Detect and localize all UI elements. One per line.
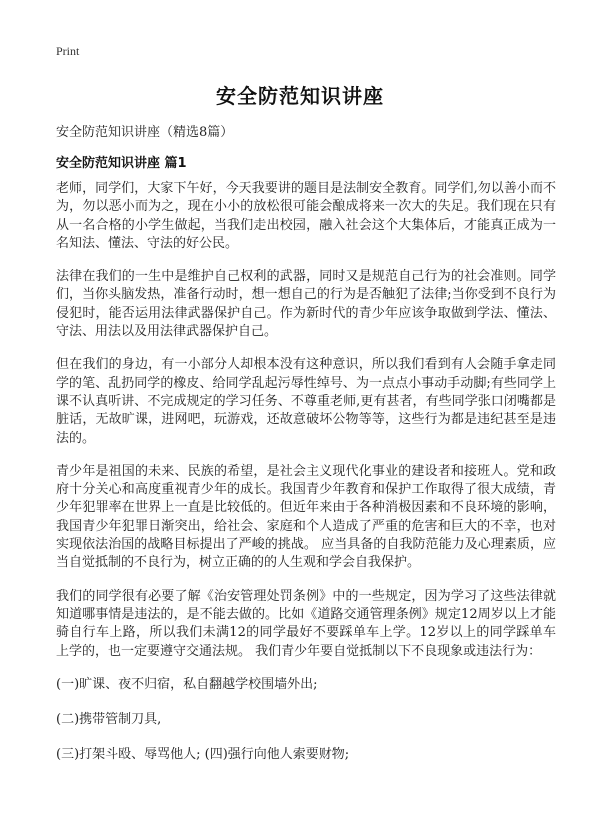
- document-subtitle: 安全防范知识讲座（精选8篇）: [56, 125, 234, 140]
- list-item: (二)携带管制刀具,: [56, 712, 162, 728]
- paragraph: 青少年是祖国的未来、民族的希望，是社会主义现代化事业的建设者和接班人。党和政府十分关心和高度重视青少年的成长。我国青少年教育和保护工作取得了很大成绩，青少年犯罪率在世界上一直是比较低的。但近年来由于各种消极因素和不良环境的影响，我国青少年犯罪日渐突出，给社会、家庭和个人造成了严重的危害和巨大的不幸，也对实现依法治国的战略目标提出了严峻的挑战。 应当具备的自我防范能力及心理素质，应当自觉抵制的不良行为，树立正确的的人生观和学会自我保护。: [56, 463, 556, 571]
- paragraph: 但在我们的身边，有一小部分人却根本没有这种意识，所以我们看到有人会随手拿走同学的笔、乱扔同学的橡皮、给同学乱起污辱性绰号、为一点点小事动手动脚;有些同学上课不认真听讲、不完成规定的学习任务、不尊重老师,更有甚者，有些同学张口闭嘴都是脏话，无故旷课，进网吧，玩游戏，还故意破坏公物等等，这些行为都是违纪甚至是违法的。: [56, 357, 556, 446]
- print-link[interactable]: Print: [56, 44, 80, 58]
- list-item: (一)旷课、夜不归宿，私自翻越学校围墙外出;: [56, 676, 318, 692]
- article-body: [56, 180, 556, 782]
- list-item: (三)打架斗殴、辱骂他人; (四)强行向他人索要财物;: [56, 747, 350, 763]
- section-heading: 安全防范知识讲座 篇1: [56, 156, 187, 171]
- paragraph: 法律在我们的一生中是维护自己权利的武器，同时又是规范自己行为的社会准则。同学们，当你头脑发热，准备行动时，想一想自己的行为是否触犯了法律;当你受到不良行为侵犯时，能否运用法律武器保护自己。作为新时代的青少年应该争取做到学法、懂法、守法、用法以及用法律武器保护自己。: [56, 269, 556, 340]
- page-title: 安全防范知识讲座: [216, 84, 384, 108]
- paragraph: 我们的同学很有必要了解《治安管理处罚条例》中的一些规定，因为学习了这些法律就知道哪事情是违法的，是不能去做的。比如《道路交通管理条例》规定12周岁以上才能骑自行车上路，所以我们未满12的同学最好不要踩单车上学。12岁以上的同学踩单车上学的，也一定要遵守交通法规。 我们青少年要自觉抵制以下不良现象或违法行为：: [56, 588, 556, 659]
- paragraph: 老师，同学们，大家下午好，今天我要讲的题目是法制安全教育。同学们,勿以善小而不为，勿以恶小而为之，现在小小的放松很可能会酿成将来一次大的失足。我们现在只有从一名合格的小学生做起，当我们走出校园，融入社会这个大集体后，才能真正成为一名知法、懂法、守法的好公民。: [56, 181, 556, 251]
